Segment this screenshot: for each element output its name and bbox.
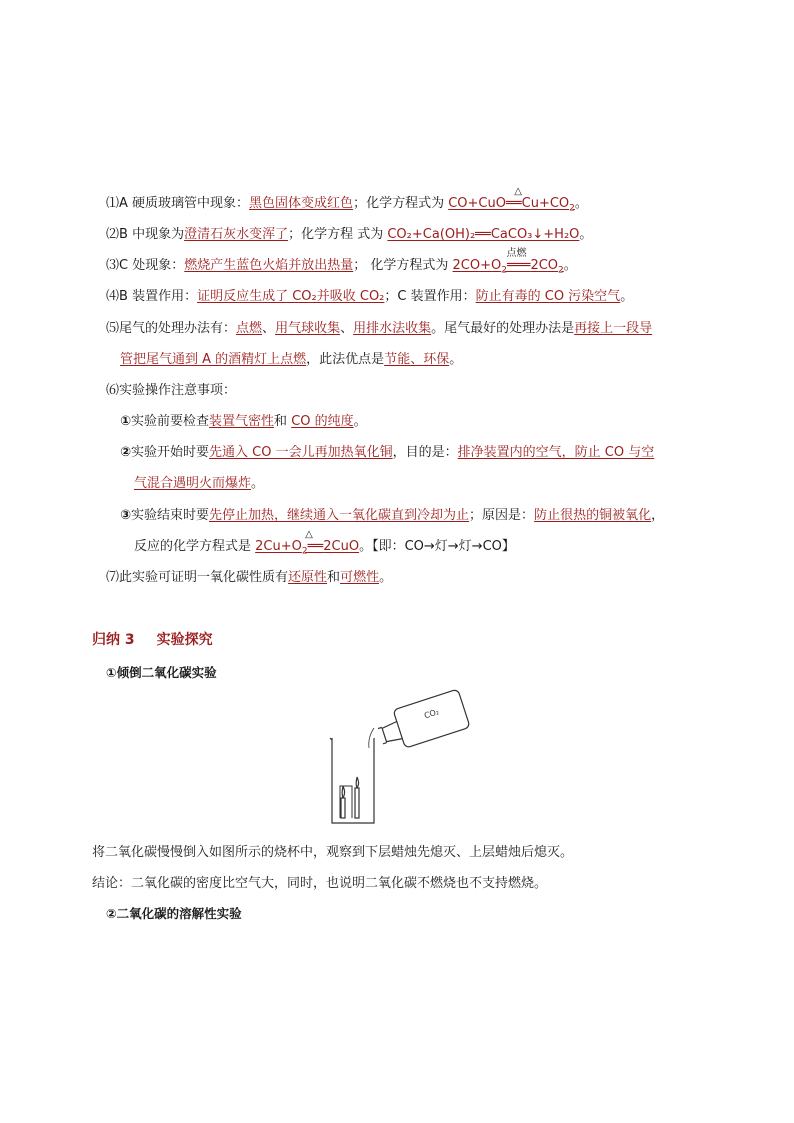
answer: 用气球收集 [275,321,341,336]
item-text: 实验开始时要 [131,445,210,460]
item-text: C 处现象： [119,258,185,273]
item-number: ② [120,445,132,460]
equation: CO₂+Ca(OH)₂══CaCO₃↓+H₂O [387,227,580,242]
answer: 节能、环保 [384,352,450,367]
answer: 黑色固体变成红色 [249,196,354,211]
answer: 防止有毒的 CO 污染空气 [475,289,621,304]
answer: 燃烧产生蓝色火焰并放出热量 [184,258,354,273]
answer: 气混合遇明火而爆炸 [134,476,252,491]
item-6-2 [120,443,654,463]
answer: 用排水法收集 [353,321,432,336]
answer: 先通入 CO 一会儿再加热氧化铜 [209,445,393,460]
item-text: 。尾气最好的处理办法是 [431,321,575,336]
item-7: ⑺此实验可证明一氧化碳性质有还原性和可燃性。 [106,570,393,585]
answer: 还原性 [288,570,328,585]
answer: 可燃性 [340,570,380,585]
co2-label: CO₂ [423,707,441,721]
item-text: ，目的是： [392,445,458,460]
item-6 [106,381,236,401]
item-6-3-continued [134,529,515,562]
beaker [332,738,374,823]
gas-bottle [374,689,470,754]
item-text: 实验结束时要 [131,508,210,523]
item-5: ⑸尾气的处理办法有：点燃、用气球收集、用排水法收集。尾气最好的处理办法是再接上一段导 [106,321,653,336]
answer: 排净装置内的空气，防止 CO 与空 [457,445,655,460]
item-text: 反应的化学方程式是 [134,539,256,554]
subsection-title: ②二氧化碳的溶解性实验 [106,906,242,921]
candle-flame [356,777,358,788]
reaction-condition: 点燃 [506,248,527,259]
item-number: ⑹ [106,383,120,398]
item-text: ；化学方程 式为 [288,227,388,242]
subsection-title: ①倾倒二氧化碳实验 [106,665,217,680]
reaction-condition: △ [514,186,522,197]
item-text: 此实验可证明一氧化碳性质有 [119,570,289,585]
item-6-1: ①实验前要检查装置气密性和 CO 的纯度。 [120,414,367,429]
item-text: ；化学方程式为 [353,196,449,211]
section-title: 实验探究 [156,632,213,648]
item-2: ⑵B 中现象为澄清石灰水变浑了；化学方程 式为 CO₂+Ca(OH)₂══CaCO₃↓+H₂O。 [106,227,593,242]
answer: 点燃 [236,321,263,336]
item-text: B 中现象为 [119,227,185,242]
item-text: 和 [327,570,341,585]
answer: CO 的纯度 [291,414,354,429]
item-1: ⑴A 硬质玻璃管中现象：黑色固体变成红色；化学方程式为 CO+CuO △ $══Cu+CO_2$。 [106,194,588,219]
conclusion-text: 结论：二氧化碳的密度比空气大，同时，也说明二氧化碳不燃烧也不支持燃烧。 [92,876,548,891]
section-label: 归纳 3 [92,632,135,648]
candle-flame [342,786,344,798]
reaction-condition: △ [305,529,313,540]
item-text: ； 化学方程式为 [353,258,453,273]
item-text: B 装置作用： [119,289,198,304]
item-text: 实验操作注意事项： [119,383,237,398]
item-text: 。【即：CO→灯→灯→CO】 [359,539,515,554]
item-number: ③ [120,508,132,523]
item-6-2-continued: 气混合遇明火而爆炸。 [134,476,265,491]
item-text: 和 [274,414,292,429]
equation: $2CO+O_2$ 点燃 $═══2CO_2$ [453,256,564,281]
item-5-continued: 管把尾气通到 A 的酒精灯上点燃，此法优点是节能、环保。 [120,352,463,367]
co2-pouring-figure [322,688,472,828]
item-number: ⑶ [106,258,120,273]
item-number: ⑺ [106,570,120,585]
answer: 证明反应生成了 CO₂并吸收 CO₂ [197,289,385,304]
equation: CO+CuO △ $══Cu+CO_2$ [448,194,575,219]
item-text: ；C 装置作用： [384,289,476,304]
item-number: ⑵ [106,227,120,242]
item-number: ⑷ [106,289,120,304]
answer: 管把尾气通到 A 的酒精灯上点燃 [120,352,307,367]
item-number: ① [120,414,132,429]
answer: 防止很热的铜被氧化 [534,508,652,523]
item-text: ；原因是： [469,508,535,523]
answer: 澄清石灰水变浑了 [184,227,289,242]
observation-text: 将二氧化碳慢慢倒入如图所示的烧杯中，观察到下层蜡烛先熄灭、上层蜡烛后熄灭。 [92,845,574,860]
section-heading [92,629,213,649]
item-text: A 硬质玻璃管中现象： [119,196,250,211]
item-number: ⑴ [106,196,120,211]
lower-candle [341,798,345,818]
answer: 再接上一段导 [574,321,653,336]
item-6-3: ③实验结束时要先停止加热，继续通入一氧化碳直到冷却为止；原因是：防止很热的铜被氧化， [120,508,665,523]
upper-candle [355,788,359,818]
item-text: ，此法优点是 [306,352,385,367]
equation: $2Cu+O_2$ △ ══2CuO [255,537,359,562]
item-number: ⑸ [106,321,120,336]
answer: 先停止加热，继续通入一氧化碳直到冷却为止 [209,508,470,523]
item-4: ⑷B 装置作用：证明反应生成了 CO₂并吸收 CO₂；C 装置作用：防止有毒的 CO 污染空气。 [106,289,634,304]
answer: 装置气密性 [209,414,275,429]
item-text: 实验前要检查 [131,414,210,429]
item-text: 尾气的处理办法有： [119,321,237,336]
item-3: ⑶C 处现象：燃烧产生蓝色火焰并放出热量； 化学方程式为 $2CO+O_2$ 点燃 $═══2CO_2$。 [106,256,577,281]
